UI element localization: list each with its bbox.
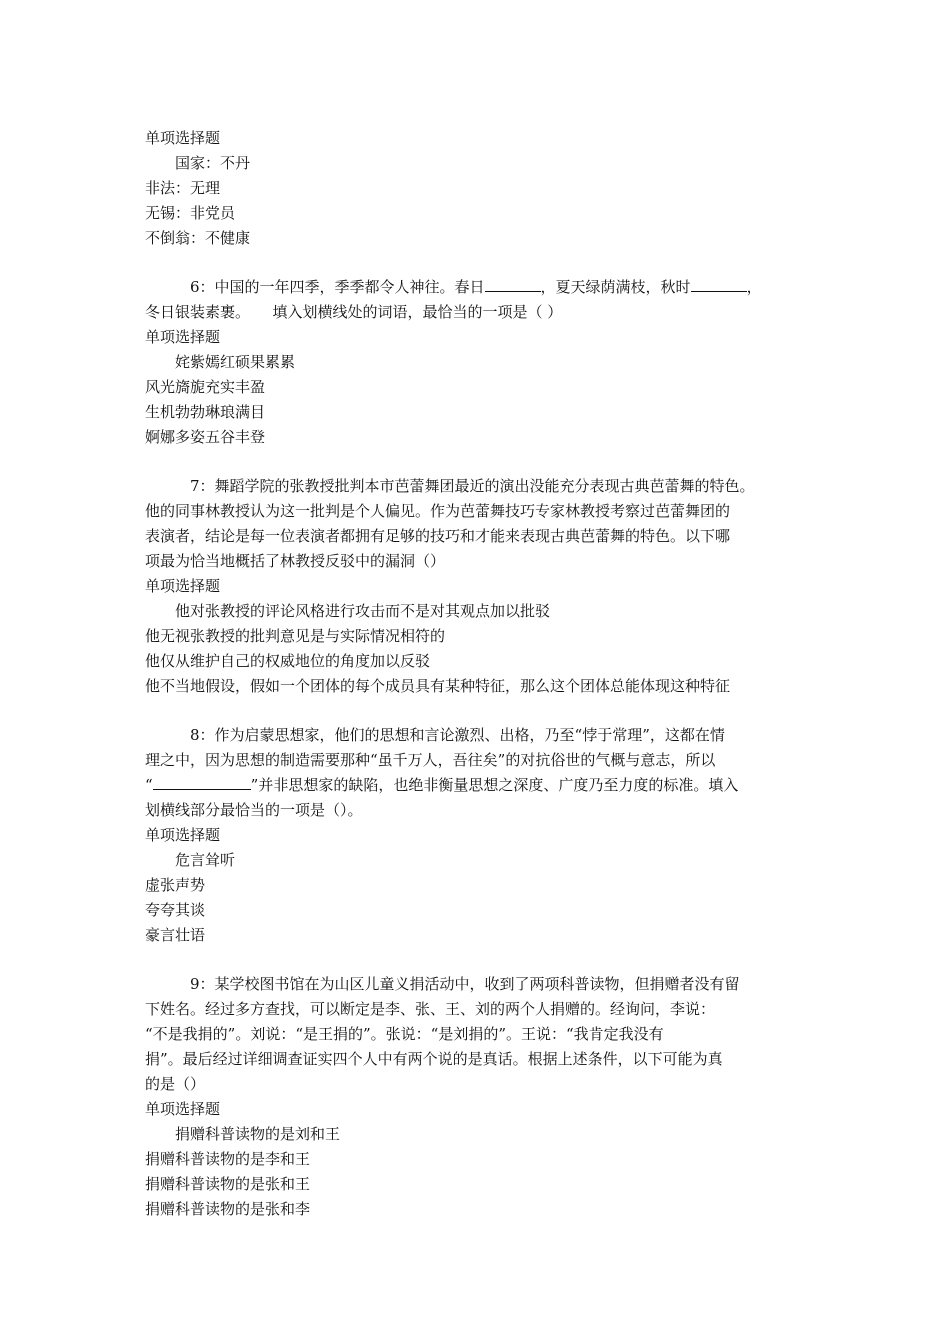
option-a: 姹紫嫣红硕果累累	[175, 353, 296, 371]
question-6-text-a: 6：中国的一年四季，季季都令人神往。春日	[190, 278, 485, 296]
question-7-line-3: 表演者，结论是每一位表演者都拥有足够的技巧和才能来表现古典芭蕾舞的特色。以下哪	[145, 527, 731, 545]
option-c: 夸夸其谈	[145, 901, 206, 919]
question-8-line-2: 理之中，因为思想的制造需要那种“虽千万人，吾往矣”的对抗俗世的气概与意志，所以	[145, 751, 716, 769]
option-a: 国家：不丹	[175, 154, 251, 172]
question-6-text-b: ，夏天绿荫满枝，秋时	[540, 278, 691, 296]
option-b: 他无视张教授的批判意见是与实际情况相符的	[145, 627, 446, 645]
question-6-line-2: 冬日银装素裹。 填入划横线处的词语，最恰当的一项是（ ）	[145, 303, 563, 321]
question-7-line-4: 项最为恰当地概括了林教授反驳中的漏洞（）	[145, 552, 446, 570]
question-9-line-1: 9：某学校图书馆在为山区儿童义捐活动中，收到了两项科普读物，但捐赠者没有留	[190, 975, 740, 993]
option-b: 虚张声势	[145, 876, 206, 894]
question-6-line-1	[190, 277, 762, 297]
option-d: 不倒翁：不健康	[145, 229, 251, 247]
option-c: 生机勃勃琳琅满目	[145, 403, 266, 421]
fill-blank	[691, 277, 747, 292]
option-c: 无锡：非党员	[145, 204, 236, 222]
question-type-label: 单项选择题	[145, 826, 221, 844]
option-a: 他对张教授的评论风格进行攻击而不是对其观点加以批驳	[175, 602, 551, 620]
question-9-line-4: 捐”。最后经过详细调查证实四个人中有两个说的是真话。根据上述条件，以下可能为真	[145, 1050, 723, 1068]
option-b: 风光旖旎充实丰盈	[145, 378, 266, 396]
option-a: 捐赠科普读物的是刘和王	[175, 1125, 341, 1143]
question-6-text-c: ，	[746, 278, 762, 296]
question-7-line-1: 7：舞蹈学院的张教授批判本市芭蕾舞团最近的演出没能充分表现古典芭蕾舞的特色。	[190, 477, 755, 495]
question-8-line-4: 划横线部分最恰当的一项是（）。	[145, 801, 363, 819]
fill-blank	[485, 277, 541, 292]
option-c: 捐赠科普读物的是张和王	[145, 1175, 311, 1193]
option-d: 他不当地假设，假如一个团体的每个成员具有某种特征，那么这个团体总能体现这种特征	[145, 677, 731, 695]
question-9-line-5: 的是（）	[145, 1075, 206, 1093]
question-8-line-3	[145, 775, 738, 795]
fill-blank	[153, 775, 251, 790]
question-7-line-2: 他的同事林教授认为这一批判是个人偏见。作为芭蕾舞技巧专家林教授考察过芭蕾舞团的	[145, 502, 731, 520]
option-b: 非法：无理	[145, 179, 221, 197]
question-type-label: 单项选择题	[145, 328, 221, 346]
option-a: 危言耸听	[175, 851, 236, 869]
question-type-label: 单项选择题	[145, 129, 221, 147]
question-8-line-1: 8：作为启蒙思想家，他们的思想和言论激烈、出格，乃至“悖于常理”，这都在情	[190, 726, 725, 744]
question-type-label: 单项选择题	[145, 577, 221, 595]
question-8-text-b: ”并非思想家的缺陷，也绝非衡量思想之深度、广度乃至力度的标准。填入	[250, 776, 739, 794]
option-c: 他仅从维护自己的权威地位的角度加以反驳	[145, 652, 431, 670]
option-b: 捐赠科普读物的是李和王	[145, 1150, 311, 1168]
option-d: 豪言壮语	[145, 926, 206, 944]
question-9-line-3: “不是我捐的”。刘说：“是王捐的”。张说：“是刘捐的”。王说：“我肯定我没有	[145, 1025, 664, 1043]
question-8-text-a: “	[145, 776, 153, 794]
question-9-line-2: 下姓名。经过多方查找，可以断定是李、张、王、刘的两个人捐赠的。经询问，李说：	[145, 1000, 716, 1018]
option-d: 婀娜多姿五谷丰登	[145, 428, 266, 446]
question-type-label: 单项选择题	[145, 1100, 221, 1118]
option-d: 捐赠科普读物的是张和李	[145, 1200, 311, 1218]
